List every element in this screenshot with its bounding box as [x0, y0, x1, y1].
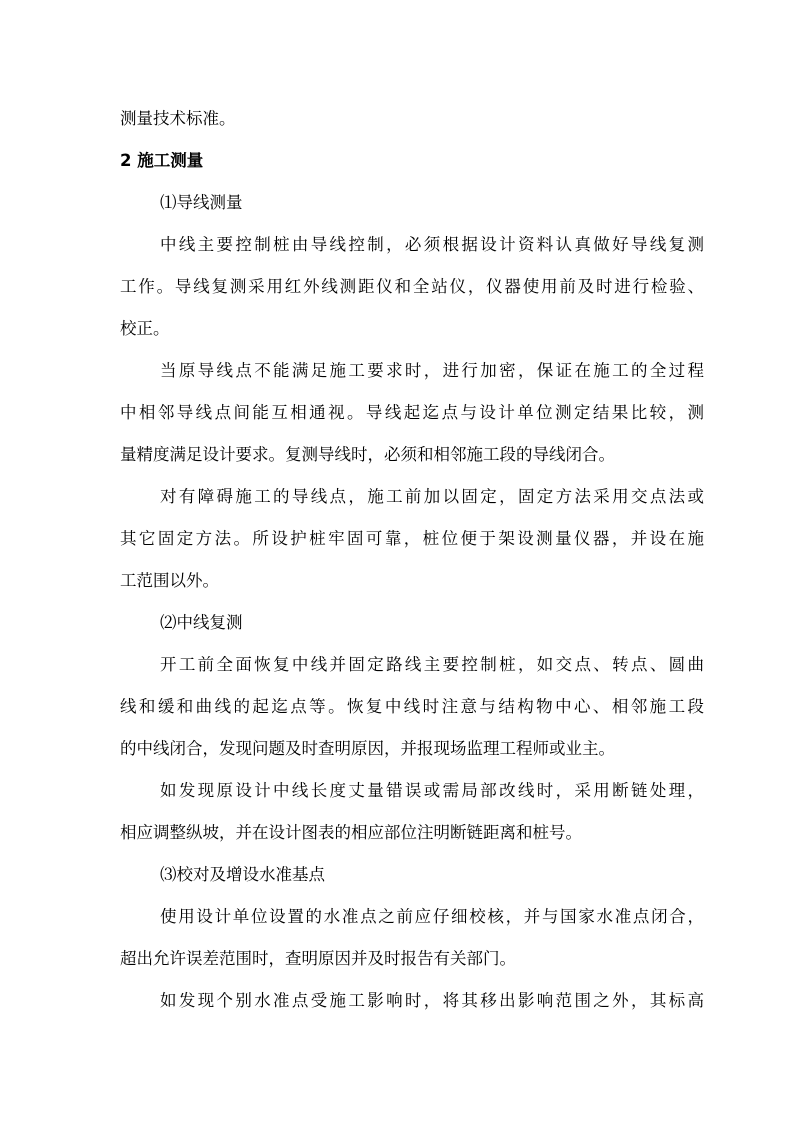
subsection-heading: ⑴导线测量: [160, 193, 243, 212]
paragraph-line: 中相邻导线点间能互相通视。导线起迄点与设计单位测定结果比较，测: [120, 403, 704, 422]
paragraph-line: 相应调整纵坡，并在设计图表的相应部位注明断链距离和桩号。: [120, 823, 582, 842]
paragraph-line: 如发现原设计中线长度丈量错误或需局部改线时，采用断链处理，: [160, 781, 704, 800]
paragraph-line: 校正。: [120, 319, 170, 338]
paragraph-line: 使用设计单位设置的水准点之前应仔细校核，并与国家水准点闭合，: [160, 907, 704, 926]
paragraph-line: 超出允许误差范围时，查明原因并及时报告有关部门。: [120, 949, 516, 968]
subsection-heading: ⑶校对及增设水准基点: [160, 865, 325, 884]
paragraph-line: 工作。导线复测采用红外线测距仪和全站仪，仪器使用前及时进行检验、: [120, 277, 704, 296]
paragraph-line: 量精度满足设计要求。复测导线时，必须和相邻施工段的导线闭合。: [120, 445, 615, 464]
paragraph-line: 工范围以外。: [120, 571, 219, 590]
subsection-heading: ⑵中线复测: [160, 613, 243, 632]
paragraph-line: 开工前全面恢复中线并固定路线主要控制桩，如交点、转点、圆曲: [160, 655, 704, 674]
paragraph-line: 的中线闭合，发现问题及时查明原因，并报现场监理工程师或业主。: [120, 739, 615, 758]
paragraph-line: 当原导线点不能满足施工要求时，进行加密，保证在施工的全过程: [160, 361, 704, 380]
text-line-continuation: 测量技术标准。: [120, 109, 236, 128]
section-heading: 2 施工测量: [120, 151, 204, 170]
paragraph-line: 线和缓和曲线的起迄点等。恢复中线时注意与结构物中心、相邻施工段: [120, 697, 704, 716]
paragraph-line: 中线主要控制桩由导线控制，必须根据设计资料认真做好导线复测: [160, 235, 704, 254]
paragraph-line: 对有障碍施工的导线点，施工前加以固定，固定方法采用交点法或: [160, 487, 704, 506]
paragraph-line: 如发现个别水准点受施工影响时，将其移出影响范围之外，其标高: [160, 991, 704, 1010]
paragraph-line: 其它固定方法。所设护桩牢固可靠，桩位便于架设测量仪器，并设在施: [120, 529, 704, 548]
